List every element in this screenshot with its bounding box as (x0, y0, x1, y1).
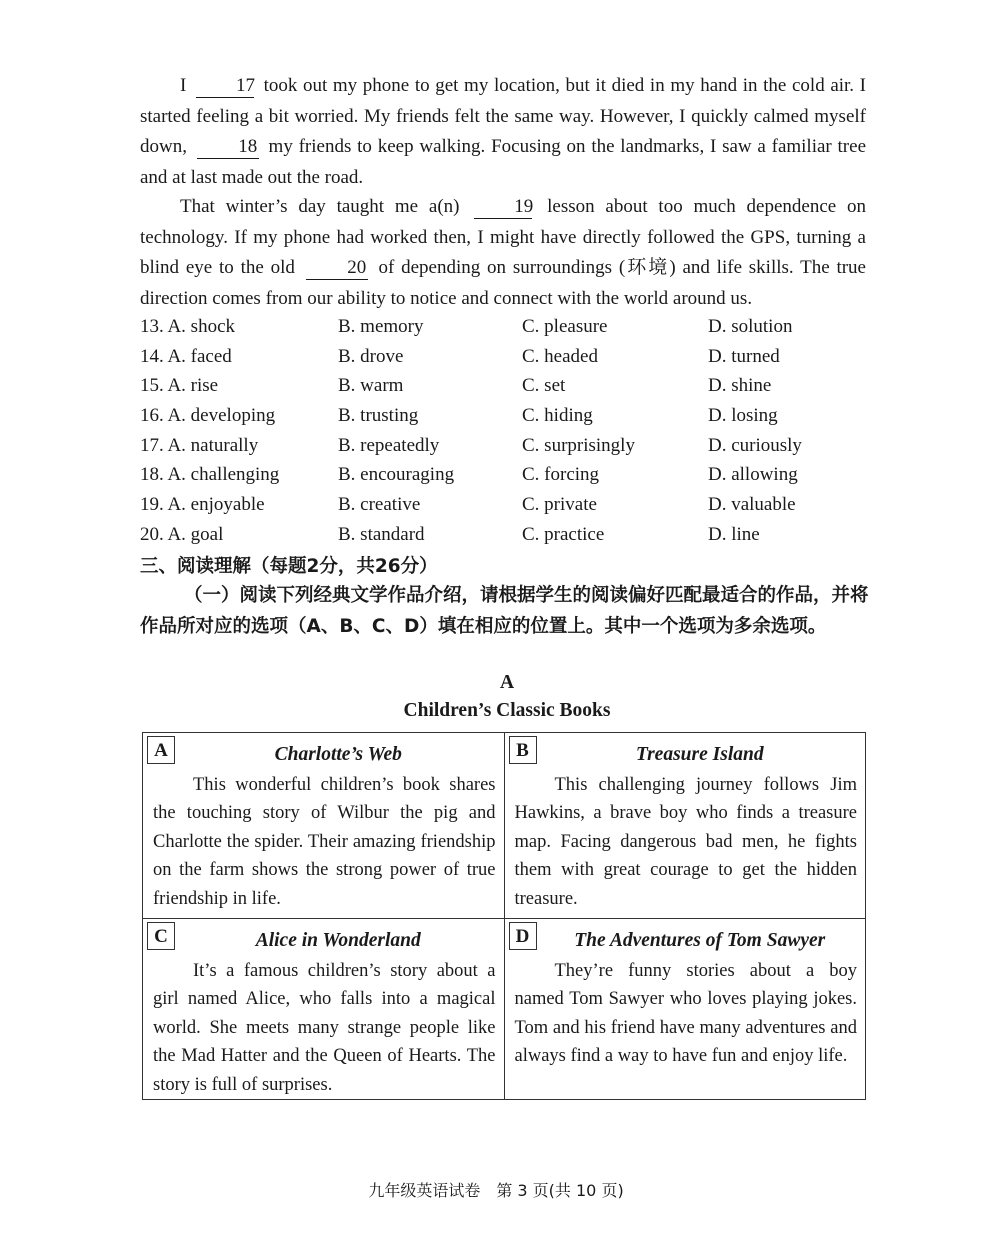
passage-text: of depending on surroundings (环境) and life skills. The true direction comes from our ability to notice and connect with the world around us. (140, 257, 866, 309)
passage-paragraph-1 (140, 71, 866, 193)
option-a: 17. A. naturally (140, 434, 259, 456)
option-c: C. set (522, 375, 566, 397)
option-a: 14. A. faced (140, 345, 232, 367)
blank-17: 17 (196, 75, 254, 98)
passage-text: lesson about too much dependence on technology. If my phone had worked then, I might have directly followed the GPS, turning a blind eye to the old (140, 196, 867, 278)
option-row (140, 371, 866, 401)
book-title: Treasure Island (635, 744, 764, 765)
section-heading: 三、阅读理解（每题2分，共26分） (140, 556, 438, 577)
option-c: C. headed (522, 345, 598, 367)
option-row (140, 312, 866, 342)
option-row (140, 342, 866, 372)
part-label: A (499, 672, 515, 693)
book-card (143, 733, 505, 919)
passage-text: my friends to keep walking. Focusing on the landmarks, I saw a familiar tree and at last made out the road. (140, 136, 867, 188)
blank-20: 20 (306, 257, 368, 280)
option-c: C. practice (522, 523, 605, 545)
option-d: D. turned (708, 345, 780, 367)
option-row (140, 401, 866, 431)
book-description: They’re funny stories about a boy named Tom Sawyer who loves playing jokes. Tom and his friend have many adventures and always find a way to have fun and enjoy life. (514, 961, 857, 1067)
option-b: B. trusting (338, 405, 419, 427)
book-card (504, 733, 866, 919)
passage-text: took out my phone to get my location, but it died in my hand in the cold air. I started feeling a bit worried. My friends felt the same way. However, I quickly calmed myself down, (140, 75, 867, 157)
option-d: D. curiously (708, 434, 802, 456)
option-c: C. forcing (522, 464, 600, 486)
book-description: This wonderful children’s book shares the touching story of Wilbur the pig and Charlotte the spider. Their amazing friendship on the farm shows the strong power of true friendship in life. (153, 775, 496, 909)
option-c: C. surprisingly (522, 434, 635, 456)
book-letter: A (147, 736, 175, 764)
book-card (143, 919, 505, 1100)
option-c: C. hiding (522, 405, 593, 427)
option-c: C. private (522, 494, 597, 516)
option-d: D. allowing (708, 464, 798, 486)
option-row (140, 431, 866, 461)
passage-paragraph-2 (140, 192, 866, 314)
passage-title: Children’s Classic Books (403, 700, 611, 721)
passage-text: I (180, 75, 187, 96)
option-b: B. repeatedly (338, 434, 440, 456)
option-b: B. creative (338, 494, 421, 516)
books-table (142, 732, 866, 1100)
option-a: 18. A. challenging (140, 464, 280, 486)
option-row (140, 520, 866, 550)
section-instruction: （一）阅读下列经典文学作品介绍，请根据学生的阅读偏好匹配最适合的作品，并将作品所对应的选项（A、B、C、D）填在相应的位置上。其中一个选项为多余选项。 (140, 585, 869, 637)
option-a: 19. A. enjoyable (140, 494, 265, 516)
book-description: It’s a famous children’s story about a girl named Alice, who falls into a magical world. She meets many strange people like the Mad Hatter and the Queen of Hearts. The story is full of surprises. (153, 961, 496, 1095)
option-d: D. line (708, 523, 760, 545)
option-b: B. memory (338, 316, 424, 337)
book-title: Alice in Wonderland (255, 930, 421, 951)
blank-19: 19 (474, 196, 532, 219)
option-c: C. pleasure (522, 316, 608, 337)
option-row (140, 460, 866, 490)
answer-options (140, 312, 866, 550)
option-row (140, 490, 866, 520)
page-footer: 九年级英语试卷 第 3 页(共 10 页) (368, 1181, 624, 1200)
book-card (504, 919, 866, 1100)
option-d: D. valuable (708, 494, 796, 516)
book-letter: D (509, 922, 537, 950)
book-description: This challenging journey follows Jim Hawkins, a brave boy who finds a treasure map. Facing dangerous bad men, he fights them with great courage to get the hidden treasure. (514, 775, 857, 909)
book-letter: B (509, 736, 537, 764)
option-d: D. shine (708, 375, 772, 397)
book-title: Charlotte’s Web (274, 744, 402, 765)
option-b: B. encouraging (338, 464, 455, 486)
option-a: 15. A. rise (140, 375, 219, 397)
book-letter: C (147, 922, 175, 950)
book-title: The Adventures of Tom Sawyer (574, 930, 826, 951)
option-b: B. drove (338, 345, 404, 367)
option-d: D. solution (708, 316, 793, 337)
passage-text: That winter’s day taught me a(n) (180, 196, 460, 217)
option-b: B. standard (338, 523, 425, 545)
option-a: 16. A. developing (140, 405, 276, 427)
blank-18: 18 (197, 136, 259, 159)
option-a: 13. A. shock (140, 316, 235, 337)
option-d: D. losing (708, 405, 778, 427)
option-b: B. warm (338, 375, 404, 397)
option-a: 20. A. goal (140, 523, 224, 545)
